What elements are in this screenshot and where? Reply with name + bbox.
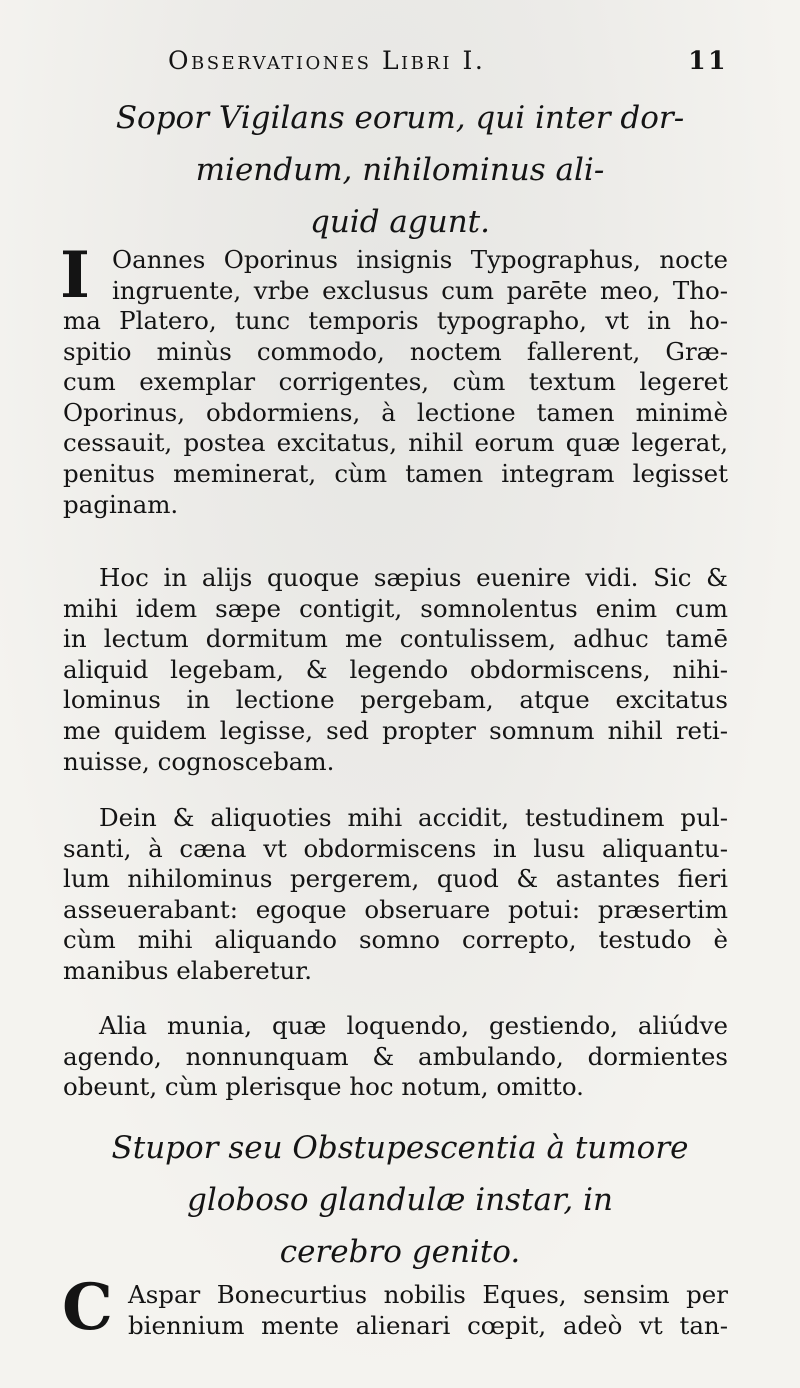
drop-cap-initial: C: [62, 1270, 113, 1345]
section-title-stupor: [90, 1122, 710, 1278]
text-line: Dein & aliquoties mihi accidit, testudinem pul-: [99, 803, 728, 832]
text-line: aliquid legebam, & legendo obdormiscens, nihi-: [63, 654, 728, 684]
running-title: Observationes Libri I.: [168, 46, 486, 75]
paragraph-bonecurtius: [128, 1280, 728, 1341]
title-line: miendum, nihilominus ali-: [195, 152, 605, 188]
title-line: Sopor Vigilans eorum, qui inter dor-: [115, 100, 685, 136]
text-line: Hoc in alijs quoque sæpius euenire vidi. Sic &: [99, 563, 728, 592]
drop-cap-initial: I: [60, 238, 90, 313]
text-line: in lectum dormitum me contulissem, adhuc tamē: [63, 624, 728, 654]
text-line: agendo, nonnunquam & ambulando, dormientes: [63, 1041, 728, 1071]
running-header: [168, 46, 728, 86]
title-line: quid agunt.: [310, 204, 490, 240]
text-line: Alia munia, quæ loquendo, gestiendo, aliúdve: [99, 1011, 728, 1040]
text-line: cessauit, postea excitatus, nihil eorum quæ legerat,: [63, 428, 728, 458]
text-line: paginam.: [63, 489, 179, 519]
title-line: cerebro genito.: [279, 1234, 521, 1270]
text-line: obeunt, cùm plerisque hoc notum, omitto.: [63, 1072, 584, 1102]
text-line: Aspar Bonecurtius nobilis Eques, sensim per: [128, 1280, 728, 1309]
text-line: lum nihilominus pergerem, quod & astantes fieri: [63, 864, 728, 894]
text-line: me quidem legisse, sed propter somnum nihil reti-: [63, 715, 728, 745]
paragraph-oporinus-cont: [63, 306, 728, 520]
text-line: santi, à cæna vt obdormiscens in lusu aliquantu-: [63, 833, 728, 863]
paragraph-hoc-in-alijs: [63, 563, 728, 777]
title-line: globoso glandulæ instar, in: [186, 1182, 613, 1218]
section-title-sopor-vigilans: [90, 92, 710, 248]
text-line: lominus in lectione pergebam, atque excitatus: [63, 685, 728, 715]
text-line: biennium mente alienari cœpit, adeò vt tan-: [128, 1310, 728, 1340]
text-line: Oannes Oporinus insignis Typographus, nocte: [112, 245, 728, 274]
paragraph-dein: [63, 803, 728, 987]
title-line: Stupor seu Obstupescentia à tumore: [111, 1130, 689, 1166]
text-line: manibus elaberetur.: [63, 955, 313, 985]
text-line: spitio minùs commodo, noctem fallerent, Græ-: [63, 336, 728, 366]
text-line: nuisse, cognoscebam.: [63, 746, 335, 776]
text-line: ma Platero, tunc temporis typographo, vt in ho-: [63, 306, 728, 335]
text-line: ingruente, vrbe exclusus cum parēte meo, Tho-: [112, 275, 728, 305]
text-line: cum exemplar corrigentes, cùm textum legeret: [63, 367, 728, 397]
text-line: penitus meminerat, cùm tamen integram legisset: [63, 458, 728, 488]
paragraph-alia-munia: [63, 1011, 728, 1103]
paragraph-oporinus: [112, 245, 728, 306]
text-line: mihi idem sæpe contigit, somnolentus enim cum: [63, 593, 728, 623]
text-line: cùm mihi aliquando somno correpto, testudo è: [63, 925, 728, 955]
text-line: Oporinus, obdormiens, à lectione tamen minimè: [63, 397, 728, 427]
page-number: 11: [688, 46, 728, 75]
text-line: asseuerabant: egoque obseruare potui: præsertim: [63, 894, 728, 924]
